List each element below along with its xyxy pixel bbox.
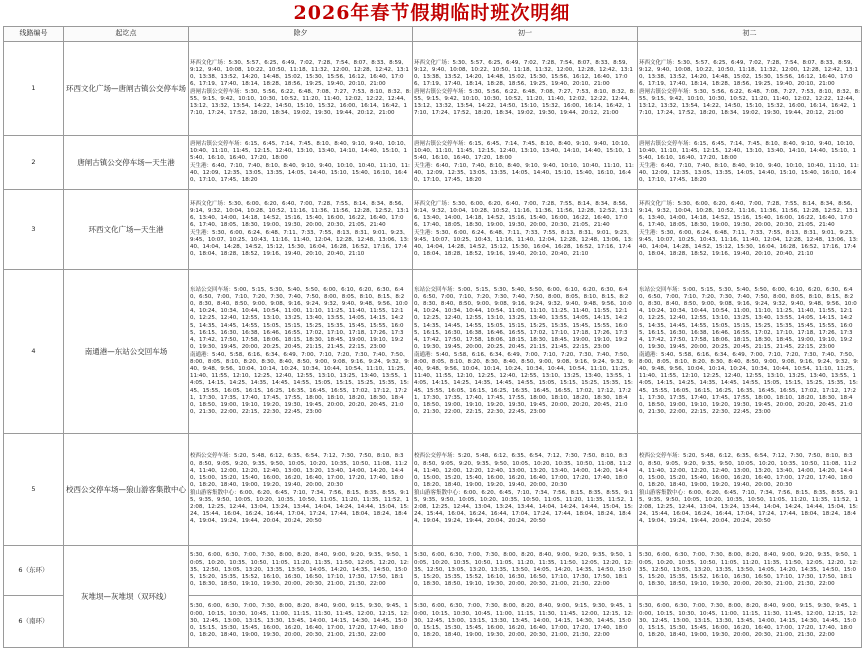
table-row (4, 136, 862, 190)
departure-times: 狼山游客集散中心：6:00、6:20、6:45、7:10、7:34、7:56、8:15、8:35、8:55、9:15、9:35、9:50、10:05、10:20、10:35、10:50、11:05、11:20、11:35、11:52、12:08、12:25、12:44、13:04、13:24、13:44、14:04、14:24、14:44、15:04、15:24、15:44、16:04、16:24、16:44、17:04、17:24、17:44、18:04、18:24、18:44、19:04、19:24、19:44、20:04、20:24、20:50 (190, 489, 410, 525)
departure-times: 狼山游客集散中心：6:00、6:20、6:45、7:10、7:34、7:56、8:15、8:35、8:55、9:15、9:35、9:50、10:05、10:20、10:35、10:50、11:05、11:20、11:35、11:52、12:08、12:25、12:44、13:04、13:24、13:44、14:04、14:24、14:44、15:04、15:24、15:44、16:04、16:24、16:44、17:04、17:24、17:44、18:04、18:24、18:44、19:04、19:24、19:44、20:04、20:24、20:50 (414, 489, 634, 525)
departure-times: 5:30、6:00、6:30、7:00、7:30、8:00、8:20、8:40、9:00、9:15、9:30、9:45、10:00、10:15、10:30、10:45、11:00、11:15、11:30、11:45、12:00、12:15、12:30、12:45、13:00、13:15、13:30、13:45、14:00、14:15、14:30、14:45、15:00、15:15、15:30、15:45、16:00、16:20、16:40、17:00、17:20、17:40、18:00、18:20、18:40、19:00、19:30、20:00、20:30、21:00、21:30、22:00 (190, 603, 409, 639)
departure-times: 环西文化广场：5:30、6:00、6:20、6:40、7:00、7:28、7:55、8:14、8:34、8:56、9:14、9:32、10:04、10:28、10:52、11:16、11:36、11:56、12:28、12:52、13:16、13:40、14:00、14:18、14:52、15:16、15:40、16:00、16:22、16:40、17:06、17:40、18:05、18:30、19:00、19:30、20:00、20:30、21:05、21:40 (414, 200, 633, 229)
route-cell: 校西公交停车场—狼山游客集散中心 (64, 434, 189, 546)
schedule-cell-day1 (413, 136, 638, 190)
schedule-cell-day2 (638, 42, 862, 136)
table-row (4, 270, 862, 434)
departure-times: 唐闸古镇公交停车场：5:30、5:56、6:22、6:48、7:08、7:27、7:53、8:10、8:32、8:55、9:15、9:42、10:10、10:30、10:52、11:20、11:40、12:02、12:22、12:44、13:12、13:32、13:54、14:22、14:50、15:10、15:32、16:00、16:14、16:42、17:10、17:24、17:52、18:20、18:34、19:02、19:30、19:44、20:12、21:00 (190, 88, 412, 117)
header-day-eve: 除夕 (189, 27, 413, 42)
departure-times: 天生港：6:40、7:10、7:40、8:10、8:40、9:10、9:40、10:10、10:40、11:10、11:40、12:09、12:35、13:05、13:35、14:05、14:40、15:10、15:40、16:10、16:40、17:10、17:45、18:20 (190, 162, 410, 183)
schedule-cell-day1 (413, 596, 638, 648)
schedule-cell-day1 (413, 270, 638, 434)
line-number-cell: 6（东环） (4, 546, 64, 596)
departure-times: 5:30、6:00、6:30、7:00、7:30、8:00、8:20、8:40、9:00、9:20、9:35、9:50、10:05、10:20、10:35、10:50、11:05、11:20、11:35、11:50、12:05、12:20、12:35、12:50、13:05、13:20、13:35、13:50、14:05、14:20、14:35、14:50、15:05、15:20、15:35、15:52、16:10、16:30、16:50、17:10、17:30、17:50、18:10、18:30、18:50、19:10、19:30、20:00、20:30、21:00、21:30、22:00 (190, 552, 409, 588)
route-cell: 环西文化广场—唐闸古镇公交停车场 (64, 42, 189, 136)
line-number-cell: 3 (4, 190, 64, 270)
schedule-cell-eve (189, 190, 413, 270)
schedule-cell-eve (189, 596, 413, 648)
header-route: 起讫点 (64, 27, 189, 42)
departure-times: 南通港：5:40、5:58、6:16、6:34、6:49、7:00、7:10、7:20、7:30、7:40、7:50、8:00、8:05、8:10、8:20、8:30、8:40、8:50、9:00、9:08、9:16、9:24、9:32、9:40、9:48、9:56、10:04、10:14、10:24、10:34、10:44、10:54、11:10、11:25、11:40、11:55、12:10、12:25、12:40、12:55、13:10、13:25、13:40、13:55、14:05、14:15、14:25、14:35、14:45、14:55、15:05、15:15、15:25、15:35、15:45、15:55、16:05、16:15、16:25、16:35、16:45、16:55、17:02、17:12、17:21、17:30、17:35、17:40、17:45、17:55、18:00、18:10、18:20、18:30、18:40、18:50、19:00、19:10、19:20、19:30、19:45、20:00、20:20、20:45、21:00、21:30、22:00、22:15、22:30、22:45、23:00 (639, 351, 859, 416)
departure-times: 天生港：6:40、7:10、7:40、8:10、8:40、9:10、9:40、10:10、10:40、11:10、11:40、12:09、12:35、13:05、13:35、14:05、14:40、15:10、15:40、16:10、16:40、17:10、17:45、18:20 (414, 162, 634, 183)
schedule-cell-day2 (638, 546, 862, 596)
header-day-2: 初二 (638, 27, 862, 42)
table-row (4, 42, 862, 136)
schedule-cell-day2 (638, 190, 862, 270)
departure-times: 环西文化广场：5:30、5:57、6:25、6:49、7:02、7:28、7:54、8:07、8:33、8:59、9:12、9:40、10:08、10:22、10:50、11:18、11:32、12:00、12:28、12:42、13:10、13:38、13:52、14:20、14:48、15:02、15:30、15:56、16:12、16:40、17:06、17:19、17:40、18:14、18:28、18:56、19:25、19:40、20:10、21:00 (414, 59, 633, 88)
route-cell: 唐闸古镇公交停车场—天生港 (64, 136, 189, 190)
departure-times: 5:30、6:00、6:30、7:00、7:30、8:00、8:20、8:40、9:00、9:20、9:35、9:50、10:05、10:20、10:35、10:50、11:05、11:20、11:35、11:50、12:05、12:20、12:35、12:50、13:05、13:20、13:35、13:50、14:05、14:20、14:35、14:50、15:05、15:20、15:35、15:52、16:10、16:30、16:50、17:10、17:30、17:50、18:10、18:30、18:50、19:10、19:30、20:00、20:30、21:00、21:30、22:00 (639, 552, 858, 588)
departure-times: 东站公交回车场：5:00、5:15、5:30、5:40、5:50、6:00、6:10、6:20、6:30、6:40、6:50、7:00、7:10、7:20、7:30、7:40、7:50、8:00、8:05、8:10、8:15、8:20、8:30、8:40、8:50、9:00、9:08、9:16、9:24、9:32、9:40、9:48、9:56、10:04、10:24、10:34、10:44、10:54、11:00、11:10、11:25、11:40、11:55、12:10、12:25、12:40、12:55、13:10、13:25、13:40、13:55、14:05、14:15、14:25、14:35、14:45、14:55、15:05、15:15、15:25、15:35、15:45、15:55、16:05、16:15、16:30、16:38、16:46、16:55、17:02、17:10、17:18、17:26、17:34、17:42、17:50、17:58、18:06、18:15、18:30、18:45、19:00、19:10、19:20、19:30、19:45、20:00、20:25、20:45、21:15、21:45、22:15、23:00 (639, 286, 857, 351)
departure-times: 东站公交回车场：5:00、5:15、5:30、5:40、5:50、6:00、6:10、6:20、6:30、6:40、6:50、7:00、7:10、7:20、7:30、7:40、7:50、8:00、8:05、8:10、8:15、8:20、8:30、8:40、8:50、9:00、9:08、9:16、9:24、9:32、9:40、9:48、9:56、10:04、10:24、10:34、10:44、10:54、11:00、11:10、11:25、11:40、11:55、12:10、12:25、12:40、12:55、13:10、13:25、13:40、13:55、14:05、14:15、14:25、14:35、14:45、14:55、15:05、15:15、15:25、15:35、15:45、15:55、16:05、16:15、16:30、16:38、16:46、16:55、17:02、17:10、17:18、17:26、17:34、17:42、17:50、17:58、18:06、18:15、18:30、18:45、19:00、19:10、19:20、19:30、19:45、20:00、20:25、20:45、21:15、21:45、22:15、23:00 (414, 286, 632, 351)
schedule-cell-day1 (413, 546, 638, 596)
departure-times: 东站公交回车场：5:00、5:15、5:30、5:40、5:50、6:00、6:10、6:20、6:30、6:40、6:50、7:00、7:10、7:20、7:30、7:40、7:50、8:00、8:05、8:10、8:15、8:20、8:30、8:40、8:50、9:00、9:08、9:16、9:24、9:32、9:40、9:48、9:56、10:04、10:24、10:34、10:44、10:54、11:00、11:10、11:25、11:40、11:55、12:10、12:25、12:40、12:55、13:10、13:25、13:40、13:55、14:05、14:15、14:25、14:35、14:45、14:55、15:05、15:15、15:25、15:35、15:45、15:55、16:05、16:15、16:30、16:38、16:46、16:55、17:02、17:10、17:18、17:26、17:34、17:42、17:50、17:58、18:06、18:15、18:30、18:45、19:00、19:10、19:20、19:30、19:45、20:00、20:25、20:45、21:15、21:45、22:15、23:00 (190, 286, 408, 351)
departure-times: 唐闸古镇公交停车场：6:15、6:45、7:14、7:45、8:10、8:40、9:10、9:40、10:10、10:40、11:10、11:45、12:15、12:40、13:10、13:40、14:10、14:40、15:10、15:40、16:10、16:40、17:20、18:00 (414, 140, 634, 162)
route-cell: 灰堆坝—灰堆坝（双环线） (64, 546, 189, 648)
departure-times: 环西文化广场：5:30、5:57、6:25、6:49、7:02、7:28、7:54、8:07、8:33、8:59、9:12、9:40、10:08、10:22、10:50、11:18、11:32、12:00、12:28、12:42、13:10、13:38、13:52、14:20、14:48、15:02、15:30、15:56、16:12、16:40、17:06、17:19、17:40、18:14、18:28、18:56、19:25、19:40、20:10、21:00 (190, 59, 409, 88)
header-line-no: 线路编号 (4, 27, 64, 42)
header-day-1: 初一 (413, 27, 638, 42)
departure-times: 天生港：6:40、7:10、7:40、8:10、8:40、9:10、9:40、10:10、10:40、11:10、11:40、12:09、12:35、13:05、13:35、14:05、14:40、15:10、15:40、16:10、16:40、17:10、17:45、18:20 (639, 162, 859, 183)
departure-times: 环西文化广场：5:30、6:00、6:20、6:40、7:00、7:28、7:55、8:14、8:34、8:56、9:14、9:32、10:04、10:28、10:52、11:16、11:36、11:56、12:28、12:52、13:16、13:40、14:00、14:18、14:52、15:16、15:40、16:00、16:22、16:40、17:06、17:40、18:05、18:30、19:00、19:30、20:00、20:30、21:05、21:40 (639, 200, 858, 229)
departure-times: 狼山游客集散中心：6:00、6:20、6:45、7:10、7:34、7:56、8:15、8:35、8:55、9:15、9:35、9:50、10:05、10:20、10:35、10:50、11:05、11:20、11:35、11:52、12:08、12:25、12:44、13:04、13:24、13:44、14:04、14:24、14:44、15:04、15:24、15:44、16:04、16:24、16:44、17:04、17:24、17:44、18:04、18:24、18:44、19:04、19:24、19:44、20:04、20:24、20:50 (639, 489, 859, 525)
departure-times: 5:30、6:00、6:30、7:00、7:30、8:00、8:20、8:40、9:00、9:15、9:30、9:45、10:00、10:15、10:30、10:45、11:00、11:15、11:30、11:45、12:00、12:15、12:30、12:45、13:00、13:15、13:30、13:45、14:00、14:15、14:30、14:45、15:00、15:15、15:30、15:45、16:00、16:20、16:40、17:00、17:20、17:40、18:00、18:20、18:40、19:00、19:30、20:00、20:30、21:00、21:30、22:00 (414, 603, 633, 639)
departure-times: 唐闸古镇公交停车场：5:30、5:56、6:22、6:48、7:08、7:27、7:53、8:10、8:32、8:55、9:15、9:42、10:10、10:30、10:52、11:20、11:40、12:02、12:22、12:44、13:12、13:32、13:54、14:22、14:50、15:10、15:32、16:00、16:14、16:42、17:10、17:24、17:52、18:20、18:34、19:02、19:30、19:44、20:12、21:00 (414, 88, 636, 117)
departure-times: 环西文化广场：5:30、5:57、6:25、6:49、7:02、7:28、7:54、8:07、8:33、8:59、9:12、9:40、10:08、10:22、10:50、11:18、11:32、12:00、12:28、12:42、13:10、13:38、13:52、14:20、14:48、15:02、15:30、15:56、16:12、16:40、17:06、17:19、17:40、18:14、18:28、18:56、19:25、19:40、20:10、21:00 (639, 59, 858, 88)
schedule-cell-eve (189, 270, 413, 434)
line-number-cell: 1 (4, 42, 64, 136)
schedule-cell-eve (189, 546, 413, 596)
line-number-cell: 6（南环） (4, 596, 64, 648)
line-number-cell: 2 (4, 136, 64, 190)
schedule-cell-day1 (413, 190, 638, 270)
timetable (3, 26, 862, 648)
route-cell: 环西文化广场—天生港 (64, 190, 189, 270)
page-title: 2026年春节假期临时班次明细 (293, 2, 571, 24)
schedule-cell-day2 (638, 270, 862, 434)
departure-times: 校西公交停车场：5:20、5:48、6:12、6:35、6:54、7:12、7:30、7:50、8:10、8:30、8:50、9:05、9:20、9:35、9:50、10:05、10:20、10:35、10:50、11:08、11:24、11:40、12:00、12:20、12:40、13:00、13:20、13:40、14:00、14:20、14:40、15:00、15:20、15:40、16:00、16:20、16:40、17:00、17:20、17:40、18:00、18:20、18:40、19:00、19:20、19:40、20:00、20:30 (639, 453, 857, 489)
schedule-cell-eve (189, 136, 413, 190)
departure-times: 天生港：5:30、6:00、6:24、6:48、7:11、7:33、7:55、8:13、8:31、9:01、9:23、9:45、10:07、10:25、10:43、11:16、11:40、12:04、12:28、12:48、13:06、13:40、14:04、14:28、14:52、15:12、15:30、16:04、16:28、16:52、17:16、17:40、18:04、18:28、18:52、19:16、19:40、20:10、20:40、21:10 (639, 229, 858, 258)
departure-times: 唐闸古镇公交停车场：6:15、6:45、7:14、7:45、8:10、8:40、9:10、9:40、10:10、10:40、11:10、11:45、12:15、12:40、13:10、13:40、14:10、14:40、15:10、15:40、16:10、16:40、17:20、18:00 (190, 140, 410, 162)
departure-times: 环西文化广场：5:30、6:00、6:20、6:40、7:00、7:28、7:55、8:14、8:34、8:56、9:14、9:32、10:04、10:28、10:52、11:16、11:36、11:56、12:28、12:52、13:16、13:40、14:00、14:18、14:52、15:16、15:40、16:00、16:22、16:40、17:06、17:40、18:05、18:30、19:00、19:30、20:00、20:30、21:05、21:40 (190, 200, 409, 229)
line-number-cell: 4 (4, 270, 64, 434)
departure-times: 天生港：5:30、6:00、6:24、6:48、7:11、7:33、7:55、8:13、8:31、9:01、9:23、9:45、10:07、10:25、10:43、11:16、11:40、12:04、12:28、12:48、13:06、13:40、14:04、14:28、14:52、15:12、15:30、16:04、16:28、16:52、17:16、17:40、18:04、18:28、18:52、19:16、19:40、20:10、20:40、21:10 (414, 229, 633, 258)
header-row (4, 27, 862, 42)
departure-times: 南通港：5:40、5:58、6:16、6:34、6:49、7:00、7:10、7:20、7:30、7:40、7:50、8:00、8:05、8:10、8:20、8:30、8:40、8:50、9:00、9:08、9:16、9:24、9:32、9:40、9:48、9:56、10:04、10:14、10:24、10:34、10:44、10:54、11:10、11:25、11:40、11:55、12:10、12:25、12:40、12:55、13:10、13:25、13:40、13:55、14:05、14:15、14:25、14:35、14:45、14:55、15:05、15:15、15:25、15:35、15:45、15:55、16:05、16:15、16:25、16:35、16:45、16:55、17:02、17:12、17:21、17:30、17:35、17:40、17:45、17:55、18:00、18:10、18:20、18:30、18:40、18:50、19:00、19:10、19:20、19:30、19:45、20:00、20:20、20:45、21:00、21:30、22:00、22:15、22:30、22:45、23:00 (414, 351, 634, 416)
schedule-cell-day2 (638, 434, 862, 546)
departure-times: 5:30、6:00、6:30、7:00、7:30、8:00、8:20、8:40、9:00、9:15、9:30、9:45、10:00、10:15、10:30、10:45、11:00、11:15、11:30、11:45、12:00、12:15、12:30、12:45、13:00、13:15、13:30、13:45、14:00、14:15、14:30、14:45、15:00、15:15、15:30、15:45、16:00、16:20、16:40、17:00、17:20、17:40、18:00、18:20、18:40、19:00、19:30、20:00、20:30、21:00、21:30、22:00 (639, 603, 858, 639)
schedule-cell-day1 (413, 42, 638, 136)
departure-times: 校西公交停车场：5:20、5:48、6:12、6:35、6:54、7:12、7:30、7:50、8:10、8:30、8:50、9:05、9:20、9:35、9:50、10:05、10:20、10:35、10:50、11:08、11:24、11:40、12:00、12:20、12:40、13:00、13:20、13:40、14:00、14:20、14:40、15:00、15:20、15:40、16:00、16:20、16:40、17:00、17:20、17:40、18:00、18:20、18:40、19:00、19:20、19:40、20:00、20:30 (414, 453, 632, 489)
departure-times: 唐闸古镇公交停车场：6:15、6:45、7:14、7:45、8:10、8:40、9:10、9:40、10:10、10:40、11:10、11:45、12:15、12:40、13:10、13:40、14:10、14:40、15:10、15:40、16:10、16:40、17:20、18:00 (639, 140, 859, 162)
schedule-cell-eve (189, 434, 413, 546)
departure-times: 南通港：5:40、5:58、6:16、6:34、6:49、7:00、7:10、7:20、7:30、7:40、7:50、8:00、8:05、8:10、8:20、8:30、8:40、8:50、9:00、9:08、9:16、9:24、9:32、9:40、9:48、9:56、10:04、10:14、10:24、10:34、10:44、10:54、11:10、11:25、11:40、11:55、12:10、12:25、12:40、12:55、13:10、13:25、13:40、13:55、14:05、14:15、14:25、14:35、14:45、14:55、15:05、15:15、15:25、15:35、15:45、15:55、16:05、16:15、16:25、16:35、16:45、16:55、17:02、17:12、17:21、17:30、17:35、17:40、17:45、17:55、18:00、18:10、18:20、18:30、18:40、18:50、19:00、19:10、19:20、19:30、19:45、20:00、20:20、20:45、21:00、21:30、22:00、22:15、22:30、22:45、23:00 (190, 351, 410, 416)
departure-times: 唐闸古镇公交停车场：5:30、5:56、6:22、6:48、7:08、7:27、7:53、8:10、8:32、8:55、9:15、9:42、10:10、10:30、10:52、11:20、11:40、12:02、12:22、12:44、13:12、13:32、13:54、14:22、14:50、15:10、15:32、16:00、16:14、16:42、17:10、17:24、17:52、18:20、18:34、19:02、19:30、19:44、20:12、21:00 (639, 88, 861, 117)
route-cell: 南通港—东站公交回车场 (64, 270, 189, 434)
departure-times: 校西公交停车场：5:20、5:48、6:12、6:35、6:54、7:12、7:30、7:50、8:10、8:30、8:50、9:05、9:20、9:35、9:50、10:05、10:20、10:35、10:50、11:08、11:24、11:40、12:00、12:20、12:40、13:00、13:20、13:40、14:00、14:20、14:40、15:00、15:20、15:40、16:00、16:20、16:40、17:00、17:20、17:40、18:00、18:20、18:40、19:00、19:20、19:40、20:00、20:30 (190, 453, 408, 489)
table-row (4, 546, 862, 596)
schedule-cell-day2 (638, 136, 862, 190)
schedule-cell-eve (189, 42, 413, 136)
schedule-cell-day2 (638, 596, 862, 648)
table-row (4, 434, 862, 546)
departure-times: 天生港：5:30、6:00、6:24、6:48、7:11、7:33、7:55、8:13、8:31、9:01、9:23、9:45、10:07、10:25、10:43、11:16、11:40、12:04、12:28、12:48、13:06、13:40、14:04、14:28、14:52、15:12、15:30、16:04、16:28、16:52、17:16、17:40、18:04、18:28、18:52、19:16、19:40、20:10、20:40、21:10 (190, 229, 409, 258)
schedule-cell-day1 (413, 434, 638, 546)
departure-times: 5:30、6:00、6:30、7:00、7:30、8:00、8:20、8:40、9:00、9:20、9:35、9:50、10:05、10:20、10:35、10:50、11:05、11:20、11:35、11:50、12:05、12:20、12:35、12:50、13:05、13:20、13:35、13:50、14:05、14:20、14:35、14:50、15:05、15:20、15:35、15:52、16:10、16:30、16:50、17:10、17:30、17:50、18:10、18:30、18:50、19:10、19:30、20:00、20:30、21:00、21:30、22:00 (414, 552, 633, 588)
line-number-cell: 5 (4, 434, 64, 546)
table-row (4, 190, 862, 270)
